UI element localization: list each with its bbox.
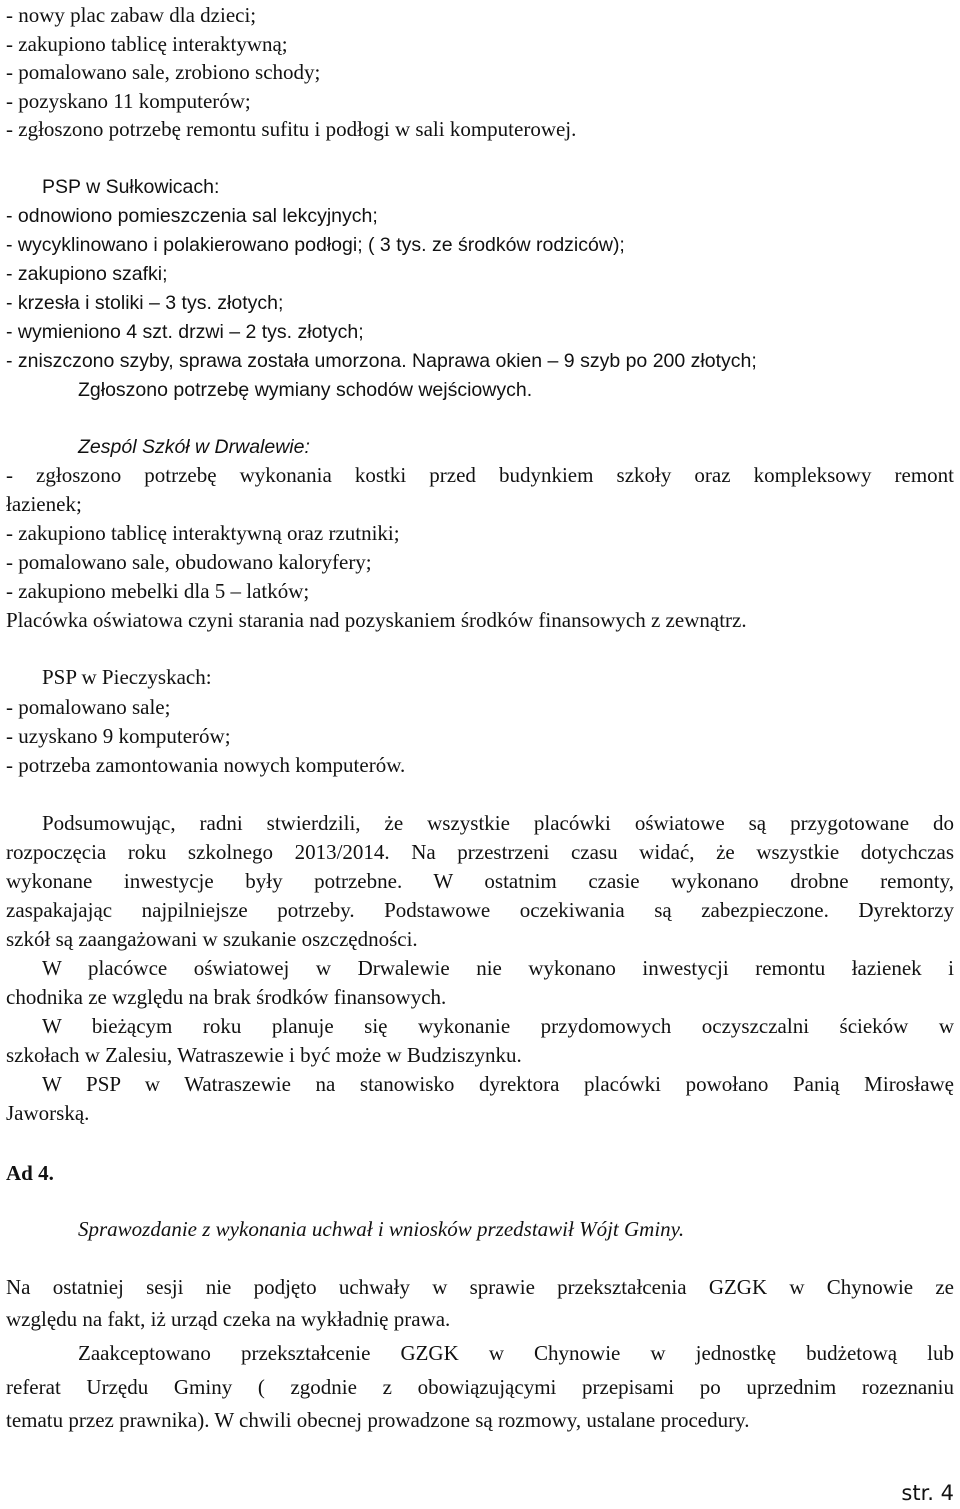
list-item: - wymieniono 4 szt. drzwi – 2 tys. złotych; bbox=[6, 321, 364, 343]
paragraph-line: szkołach w Zalesiu, Watraszewie i być może w Budziszynku. bbox=[6, 1043, 522, 1067]
section-heading-sulkowice: PSP w Sułkowicach: bbox=[42, 176, 220, 198]
list-item: - uzyskano 9 komputerów; bbox=[6, 724, 231, 748]
paragraph-line: W PSP w Watraszewie na stanowisko dyrektora placówki powołano Panią Mirosławę bbox=[42, 1072, 954, 1096]
list-item: - pomalowano sale; bbox=[6, 695, 171, 719]
paragraph-line: Placówka oświatowa czyni starania nad pozyskaniem środków finansowych z zewnątrz. bbox=[6, 608, 747, 632]
paragraph-line: Na ostatniej sesji nie podjęto uchwały w sprawie przekształcenia GZGK w Chynowie ze bbox=[6, 1275, 954, 1299]
paragraph-line: zaspakajając najpilniejsze potrzeby. Podstawowe oczekiwania są zabezpieczone. Dyrektorzy bbox=[6, 898, 954, 922]
list-item: łazienek; bbox=[6, 492, 82, 516]
paragraph-line: Zaakceptowano przekształcenie GZGK w Chynowie w jednostkę budżetową lub bbox=[78, 1341, 954, 1365]
list-item: - pomalowano sale, zrobiono schody; bbox=[6, 60, 321, 84]
paragraph-line: W bieżącym roku planuje się wykonanie przydomowych oczyszczalni ścieków w bbox=[42, 1014, 954, 1038]
list-item: - zakupiono tablicę interaktywną; bbox=[6, 32, 288, 56]
paragraph-line: chodnika ze względu na brak środków finansowych. bbox=[6, 985, 447, 1009]
paragraph-line: względu na fakt, iż urząd czeka na wykładnię prawa. bbox=[6, 1307, 451, 1331]
section-heading-drwalew: Zespól Szkół w Drwalewie: bbox=[78, 436, 310, 458]
paragraph-line: szkół są zaangażowani w szukanie oszczędności. bbox=[6, 927, 418, 951]
paragraph-line: tematu przez prawnika). W chwili obecnej prowadzone są rozmowy, ustalane procedury. bbox=[6, 1408, 750, 1432]
list-item: - zgłoszono potrzebę remontu sufitu i podłogi w sali komputerowej. bbox=[6, 117, 577, 141]
list-item: - zniszczono szyby, sprawa została umorzona. Naprawa okien – 9 szyb po 200 złotych; bbox=[6, 350, 757, 372]
list-item: - potrzeba zamontowania nowych komputerów. bbox=[6, 753, 406, 777]
list-item: - zakupiono mebelki dla 5 – latków; bbox=[6, 579, 310, 603]
section-subheading: Sprawozdanie z wykonania uchwał i wniosków przedstawił Wójt Gminy. bbox=[78, 1217, 685, 1241]
paragraph-line: W placówce oświatowej w Drwalewie nie wykonano inwestycji remontu łazienek i bbox=[42, 956, 954, 980]
paragraph-line: rozpoczęcia roku szkolnego 2013/2014. Na przestrzeni czasu widać, że wszystkie dotychczas bbox=[6, 840, 954, 864]
list-item: Zgłoszono potrzebę wymiany schodów wejściowych. bbox=[78, 379, 533, 401]
list-item: - pomalowano sale, obudowano kaloryfery; bbox=[6, 550, 372, 574]
list-item: - pozyskano 11 komputerów; bbox=[6, 89, 251, 113]
section-heading-pieczyska: PSP w Pieczyskach: bbox=[42, 665, 212, 689]
list-item: - zakupiono tablicę interaktywną oraz rzutniki; bbox=[6, 521, 400, 545]
list-item: - zgłoszono potrzebę wykonania kostki przed budynkiem szkoły oraz kompleksowy remont bbox=[6, 463, 954, 487]
paragraph-line: Podsumowując, radni stwierdzili, że wszystkie placówki oświatowe są przygotowane do bbox=[42, 811, 954, 835]
list-item: - zakupiono szafki; bbox=[6, 263, 168, 285]
list-item: - wycyklinowano i polakierowano podłogi; ( 3 tys. ze środków rodziców); bbox=[6, 234, 625, 256]
page-number: str. 4 bbox=[901, 1481, 954, 1505]
agenda-item-heading: Ad 4. bbox=[6, 1161, 54, 1185]
list-item: - nowy plac zabaw dla dzieci; bbox=[6, 3, 257, 27]
list-item: - krzesła i stoliki – 3 tys. złotych; bbox=[6, 292, 284, 314]
paragraph-line: Jaworską. bbox=[6, 1101, 90, 1125]
list-item: - odnowiono pomieszczenia sal lekcyjnych; bbox=[6, 205, 378, 227]
paragraph-line: referat Urzędu Gminy ( zgodnie z obowiązującymi przepisami po uprzednim rozeznaniu bbox=[6, 1375, 954, 1399]
paragraph-line: wykonane inwestycje były potrzebne. W ostatnim czasie wykonano drobne remonty, bbox=[6, 869, 954, 893]
